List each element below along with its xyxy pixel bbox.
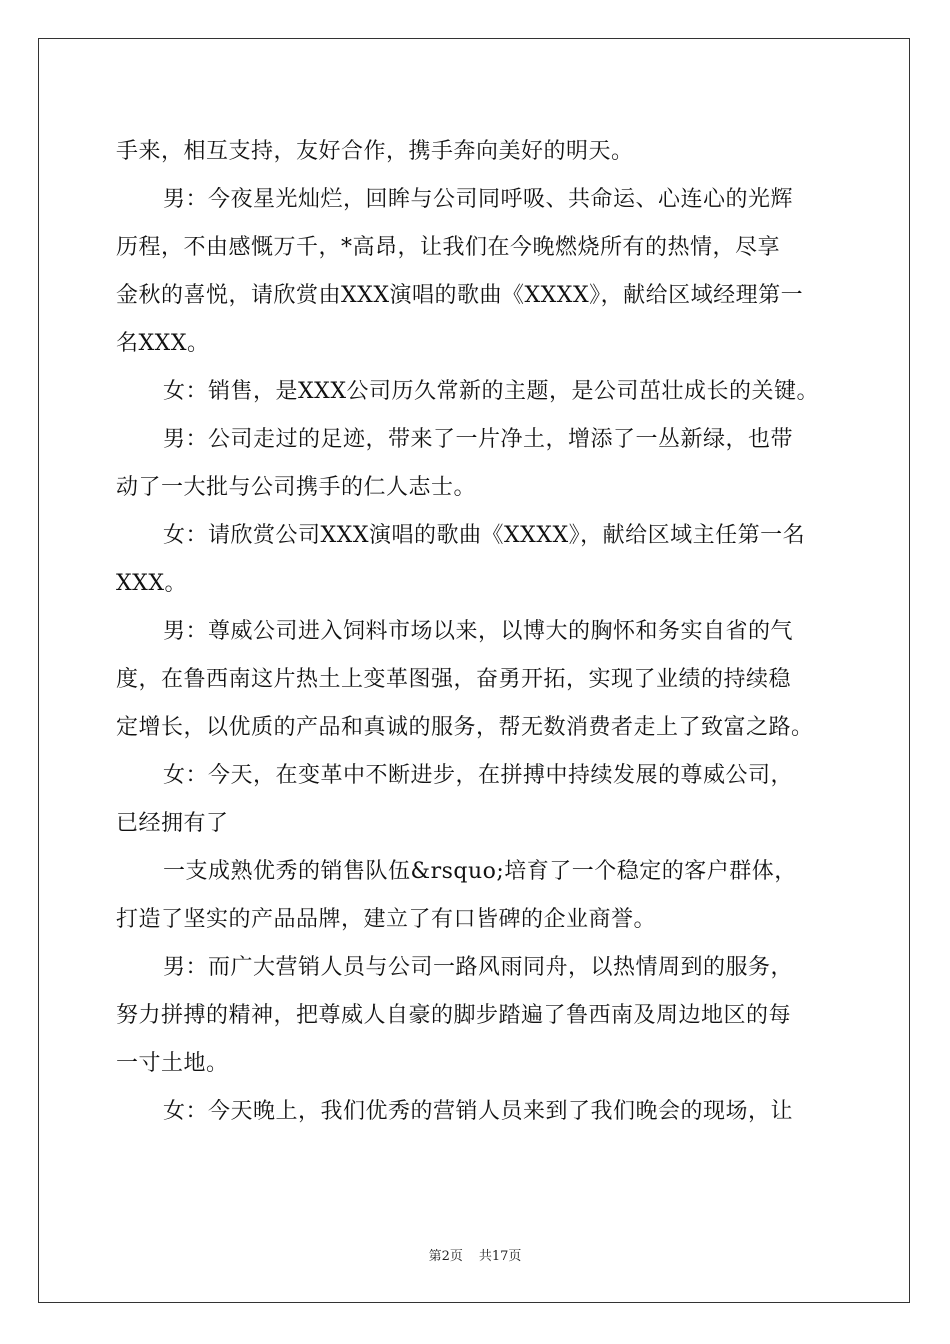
text-line: 男：尊威公司进入饲料市场以来，以博大的胸怀和务实自省的气: [163, 619, 794, 644]
text-line: 女：销售，是XXX公司历久常新的主题，是公司茁壮成长的关键。: [163, 379, 819, 404]
text-line: 女：请欣赏公司XXX演唱的歌曲《XXXX》，献给区域主任第一名: [163, 523, 806, 548]
page-footer: [0, 1245, 950, 1264]
text-line: 一寸土地。: [116, 1051, 229, 1076]
text-line: 度，在鲁西南这片热土上变革图强，奋勇开拓，实现了业绩的持续稳: [116, 667, 792, 692]
text-line: 女：今天，在变革中不断进步，在拼搏中持续发展的尊威公司，: [163, 763, 794, 788]
text-line: 动了一大批与公司携手的仁人志士。: [116, 475, 477, 500]
text-line: 男：公司走过的足迹，带来了一片净土，增添了一丛新绿，也带: [163, 427, 794, 452]
text-line: 已经拥有了: [116, 811, 229, 836]
text-line: 一支成熟优秀的销售队伍&rsquo;培育了一个稳定的客户群体，: [163, 859, 797, 884]
text-line: 名XXX。: [116, 331, 210, 356]
document-body: [116, 128, 856, 1136]
text-line: 历程，不由感慨万千，*高昂，让我们在今晚燃烧所有的热情，尽享: [116, 235, 781, 260]
text-line: 努力拼搏的精神，把尊威人自豪的脚步踏遍了鲁西南及周边地区的每: [116, 1003, 792, 1028]
text-line: 手来，相互支持，友好合作，携手奔向美好的明天。: [116, 139, 634, 164]
text-line: 金秋的喜悦，请欣赏由XXX演唱的歌曲《XXXX》，献给区域经理第一: [116, 283, 804, 308]
text-line: 定增长，以优质的产品和真诚的服务，帮无数消费者走上了致富之路。: [116, 715, 814, 740]
text-line: 男：而广大营销人员与公司一路风雨同舟，以热情周到的服务，: [163, 955, 794, 980]
page-number: 第2页: [428, 1249, 463, 1264]
text-line: XXX。: [116, 571, 187, 596]
text-line: 女：今天晚上，我们优秀的营销人员来到了我们晚会的现场，让: [163, 1099, 794, 1124]
page-total: 共17页: [478, 1249, 522, 1264]
text-line: 打造了坚实的产品品牌，建立了有口皆碑的企业商誉。: [116, 907, 657, 932]
text-line: 男：今夜星光灿烂，回眸与公司同呼吸、共命运、心连心的光辉: [163, 187, 794, 212]
